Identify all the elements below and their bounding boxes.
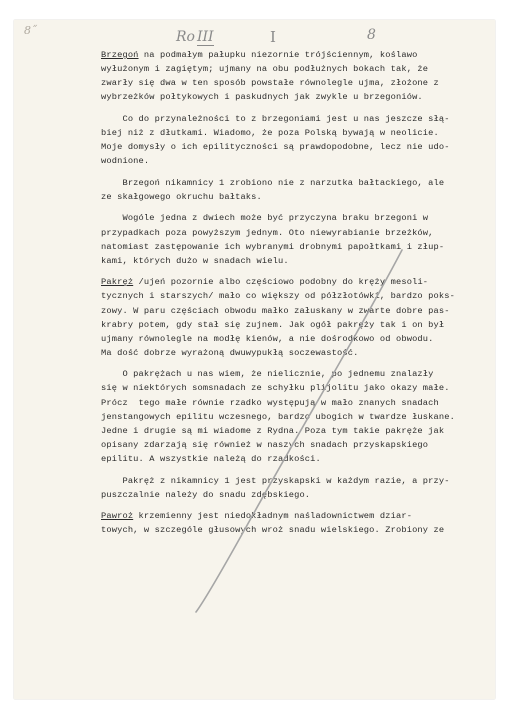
line-text: towych, w szczególe głusowych wroż snadu wielskiego. Zrobiony ze — [101, 525, 445, 536]
section-number: I — [270, 28, 276, 46]
text-line — [101, 48, 491, 62]
archive-reference — [176, 29, 214, 46]
paragraph-gap — [101, 466, 491, 474]
line-text: tycznych i starszych/ mało co większy od półzłotówki, bardzo poks- — [101, 291, 455, 302]
text-line — [101, 318, 491, 332]
text-line — [101, 211, 491, 225]
line-text: ujmany równolegle na modłę kienów, a nie dośrodkowo od obwodu. — [101, 333, 434, 344]
reference-prefix: Ro — [176, 29, 195, 45]
paragraph-gap — [101, 204, 491, 212]
text-line — [101, 438, 491, 452]
text-line — [101, 488, 491, 502]
paragraph-gap — [101, 268, 491, 276]
line-text: zowy. W paru częściach obwodu małko załuskany w zwarte dobre pas- — [101, 305, 450, 316]
text-line — [101, 190, 491, 204]
line-text: Jedne i drugie są mi wiadome z Rydna. Poza tym takie pakręże jak — [101, 425, 445, 436]
text-line — [101, 332, 491, 346]
underlined-term: Pakręż — [101, 277, 134, 288]
text-line — [101, 410, 491, 424]
line-text: krabry potem, gdy stał się zujnem. Jak ogół pakręży tak i on był — [101, 319, 445, 330]
underlined-term: Pawroż — [101, 511, 134, 522]
line-text: wybrzeżków połtykowych i paskudnych jak zwykle u brzegoniów. — [101, 92, 423, 103]
line-text: O pakrężach u nas wiem, że nielicznie, po jednemu znalazły — [101, 369, 434, 380]
line-text: Pakręż z nikamnicy 1 jest przyskapski w każdym razie, a przy- — [101, 475, 450, 486]
text-line — [101, 154, 491, 168]
paragraph-gap — [101, 168, 491, 176]
text-line — [101, 304, 491, 318]
line-text: /ujeń pozornie albo częściowo podobny do kręży mesoli- — [133, 277, 429, 288]
text-line — [101, 474, 491, 488]
text-line — [101, 176, 491, 190]
page-number: 8 — [367, 27, 376, 43]
text-line — [101, 240, 491, 254]
line-text: puszczalnie należy do snadu zdębskiego. — [101, 489, 311, 500]
text-line — [101, 76, 491, 90]
paragraph — [101, 275, 491, 360]
text-line — [101, 424, 491, 438]
text-line — [101, 226, 491, 240]
reference-roman: III — [196, 29, 214, 45]
paragraph — [101, 367, 491, 466]
text-line — [101, 112, 491, 126]
text-line — [101, 275, 491, 289]
line-text: Wogóle jedna z dwiech może być przyczyna braku brzegoni w — [101, 213, 429, 224]
line-text: natomiast zastępowanie ich wybranymi drobnymi papołtkami i złup- — [101, 241, 445, 252]
line-text: Co do przynależności to z brzegoniami jest u nas jeszcze słą- — [101, 113, 450, 124]
line-text: jenstangowych epilitu wczesnego, bardzo ubogich w twardze łuskane. — [101, 411, 455, 422]
line-text: zwarły się dwa w ten sposób powstałe równolegle ujma, złożone z — [101, 78, 439, 89]
line-text: wodnione. — [101, 156, 150, 167]
corner-mark: 8˝ — [24, 24, 37, 37]
line-text: na podmałym pałupku niezornie trójściennym, koślawo — [138, 50, 418, 60]
paragraph — [101, 509, 491, 537]
text-line — [101, 346, 491, 360]
text-line — [101, 289, 491, 303]
paragraph — [101, 112, 491, 168]
text-line — [101, 509, 491, 523]
line-text: wyłużonym i zagiętym; ujmany na obu podłużnych bokach tak, że — [101, 64, 429, 75]
text-line — [101, 523, 491, 537]
text-line — [101, 452, 491, 466]
text-line — [101, 396, 491, 410]
line-text: Brzegoń nikamnicy 1 zrobiono nie z narzutka bałtackiego, ale — [101, 177, 445, 188]
text-line — [101, 62, 491, 76]
text-line — [101, 90, 491, 104]
text-line — [101, 140, 491, 154]
line-text: Prócz tego małe równie rzadko występują w mało znanych snadach — [101, 397, 439, 408]
paragraph-gap — [101, 360, 491, 368]
paragraph — [101, 48, 491, 104]
line-text: epilitu. A wszystkie należą do rzadkości. — [101, 453, 321, 464]
text-line — [101, 381, 491, 395]
underlined-term: Brzegoń — [101, 50, 139, 60]
line-text: opisany zdarzają się również w naszych snadach przyskapskiego — [101, 439, 429, 450]
line-text: przypadkach poza powyższym jednym. Oto niewyrabianie brzeżków, — [101, 227, 434, 238]
paragraph-gap — [101, 104, 491, 112]
text-line — [101, 126, 491, 140]
paragraph — [101, 474, 491, 502]
text-line — [101, 254, 491, 268]
line-text: krzemienny jest niedokładnym naśladownictwem dziar- — [133, 511, 413, 522]
text-line — [101, 367, 491, 381]
paragraph — [101, 211, 491, 267]
line-text: się w niektórych somsnadach ze schyłku plijolitu jako okazy małe. — [101, 383, 450, 394]
line-text: kami, których dużo w snadach wielu. — [101, 255, 289, 266]
line-text: ze skałgowego okruchu bałtaks. — [101, 191, 262, 202]
line-text: Ma dość dobrze wyrażoną dwuwypukłą soczewastość. — [101, 347, 359, 358]
typewritten-text — [101, 48, 491, 537]
line-text: Moje domysły o ich epilityczności są prawdopodobne, lecz nie udo- — [101, 142, 450, 153]
line-text: biej niż z dłutkami. Wiadomo, że poza Polską bywają w neolicie. — [101, 127, 439, 138]
paragraph — [101, 176, 491, 204]
paragraph-gap — [101, 502, 491, 510]
